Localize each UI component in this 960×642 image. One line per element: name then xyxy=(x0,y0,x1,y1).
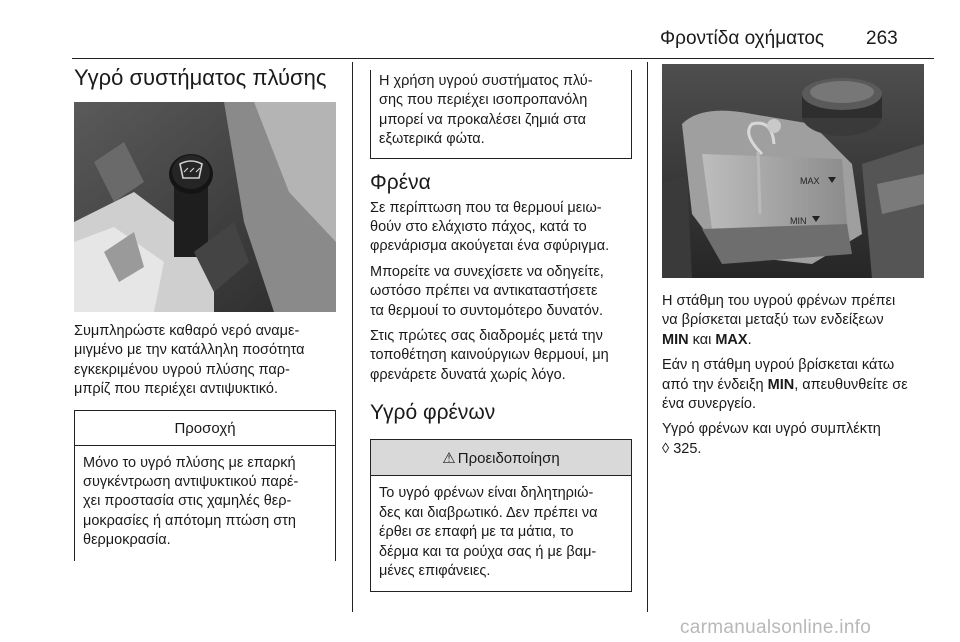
washer-fluid-title: Υγρό συστήματος πλύσης xyxy=(74,65,327,90)
below-min-text-1: Εάν η στάθμη υγρού βρίσκεται κάτω από την ένδειξη xyxy=(662,357,895,393)
column-divider-1 xyxy=(352,62,353,612)
caution-box xyxy=(74,410,336,561)
page-reference-link[interactable] xyxy=(662,440,934,459)
level-text-and: και xyxy=(688,331,716,348)
reservoir-cap xyxy=(802,78,882,136)
brakes-paragraph-3: Στις πρώτες σας διαδρομές μετά την τοποθέτηση καινούργιων θερμουί, μη φρενάρετε δυνατά χωρίς λόγο. xyxy=(370,328,609,383)
reference-text: Υγρό φρένων και υγρό συμπλέκτη xyxy=(662,421,881,438)
max-mark: MAX xyxy=(800,176,820,186)
column-3 xyxy=(662,62,934,459)
level-text-end: . xyxy=(747,331,752,348)
column-divider-2 xyxy=(647,62,648,612)
below-min-paragraph xyxy=(662,356,934,414)
below-min-label: MIN xyxy=(767,376,795,393)
warning-heading xyxy=(371,440,631,476)
washer-cap xyxy=(169,154,213,257)
column-1 xyxy=(74,62,336,561)
level-text-1: Η στάθμη του υγρού φρένων πρέπει να βρίσκεται μεταξύ των ενδείξεων xyxy=(662,293,896,329)
brakes-paragraph-1: Σε περίπτωση που τα θερμουί μειω- θούν στο ελάχιστο πάχος, κατά το φρενάρισμα ακούγεται ένα σφύριγμα. xyxy=(370,199,610,255)
brakes-paragraph-2: Μπορείτε να συνεχίσετε να οδηγείτε, ωστόσο πρέπει να αντικαταστήσετε τα θερμουί το συντομότερο δυνατόν. xyxy=(370,263,604,319)
note-box xyxy=(370,70,632,159)
page-number: 263 xyxy=(866,28,898,49)
brake-reservoir-photo xyxy=(662,64,924,278)
warning-box xyxy=(370,439,632,592)
max-label: MAX xyxy=(715,331,748,348)
washer-reservoir-photo xyxy=(74,102,336,312)
column-2 xyxy=(370,62,632,592)
washer-fluid-paragraph xyxy=(74,322,336,400)
warning-icon: ⚠ xyxy=(442,450,456,468)
reference-paragraph xyxy=(662,420,934,459)
watermark: carmanualsonline.info xyxy=(680,617,872,638)
caution-heading: Προσοχή xyxy=(75,411,335,446)
min-mark: MIN xyxy=(790,216,807,226)
washer-reservoir-illustration xyxy=(74,102,336,312)
warning-text: Το υγρό φρένων είναι δηλητηριώ- δες και διαβρωτικό. Δεν πρέπει να έρθει σε επαφή με τα μάτια, το δέρμα και τα ρούχα σας ή με βαμ- μένες επιφάνειες. xyxy=(379,485,598,579)
header-title: Φροντίδα οχήματος xyxy=(660,28,825,49)
page-header xyxy=(0,28,960,58)
brake-fluid-title: Υγρό φρένων xyxy=(370,401,496,425)
brakes-title: Φρένα xyxy=(370,170,431,194)
note-text: Η χρήση υγρού συστήματος πλύ- σης που περιέχει ισοπροπανόλη μπορεί να προκαλέσει ζημιά στα εξωτερικά φώτα. xyxy=(379,73,593,148)
header-rule xyxy=(72,58,934,59)
reference-arrow-icon: ◊ xyxy=(662,440,670,457)
caution-text: Μόνο το υγρό πλύσης με επαρκή συγκέντρωση αντιψυκτικού παρέ- χει προστασία στις χαμηλές θερ- μοκρασίες ή απότομη πτώση στη θερμοκρασία. xyxy=(83,454,299,549)
min-label: MIN xyxy=(662,331,689,348)
reference-page: 325. xyxy=(669,440,702,457)
level-paragraph xyxy=(662,292,934,350)
washer-fluid-text: Συμπληρώστε καθαρό νερό αναμε- μιγμένο με την κατάλληλη ποσότητα εγκεκριμένου υγρού πλύσης παρ- μπρίζ που περιέχει αντιψυκτικό. xyxy=(74,323,305,398)
warning-heading-text: Προειδοποίηση xyxy=(457,450,560,468)
brake-reservoir-illustration xyxy=(662,64,924,278)
below-min-text-2: , απευθυνθείτε σε ένα συνεργείο. xyxy=(662,376,908,413)
